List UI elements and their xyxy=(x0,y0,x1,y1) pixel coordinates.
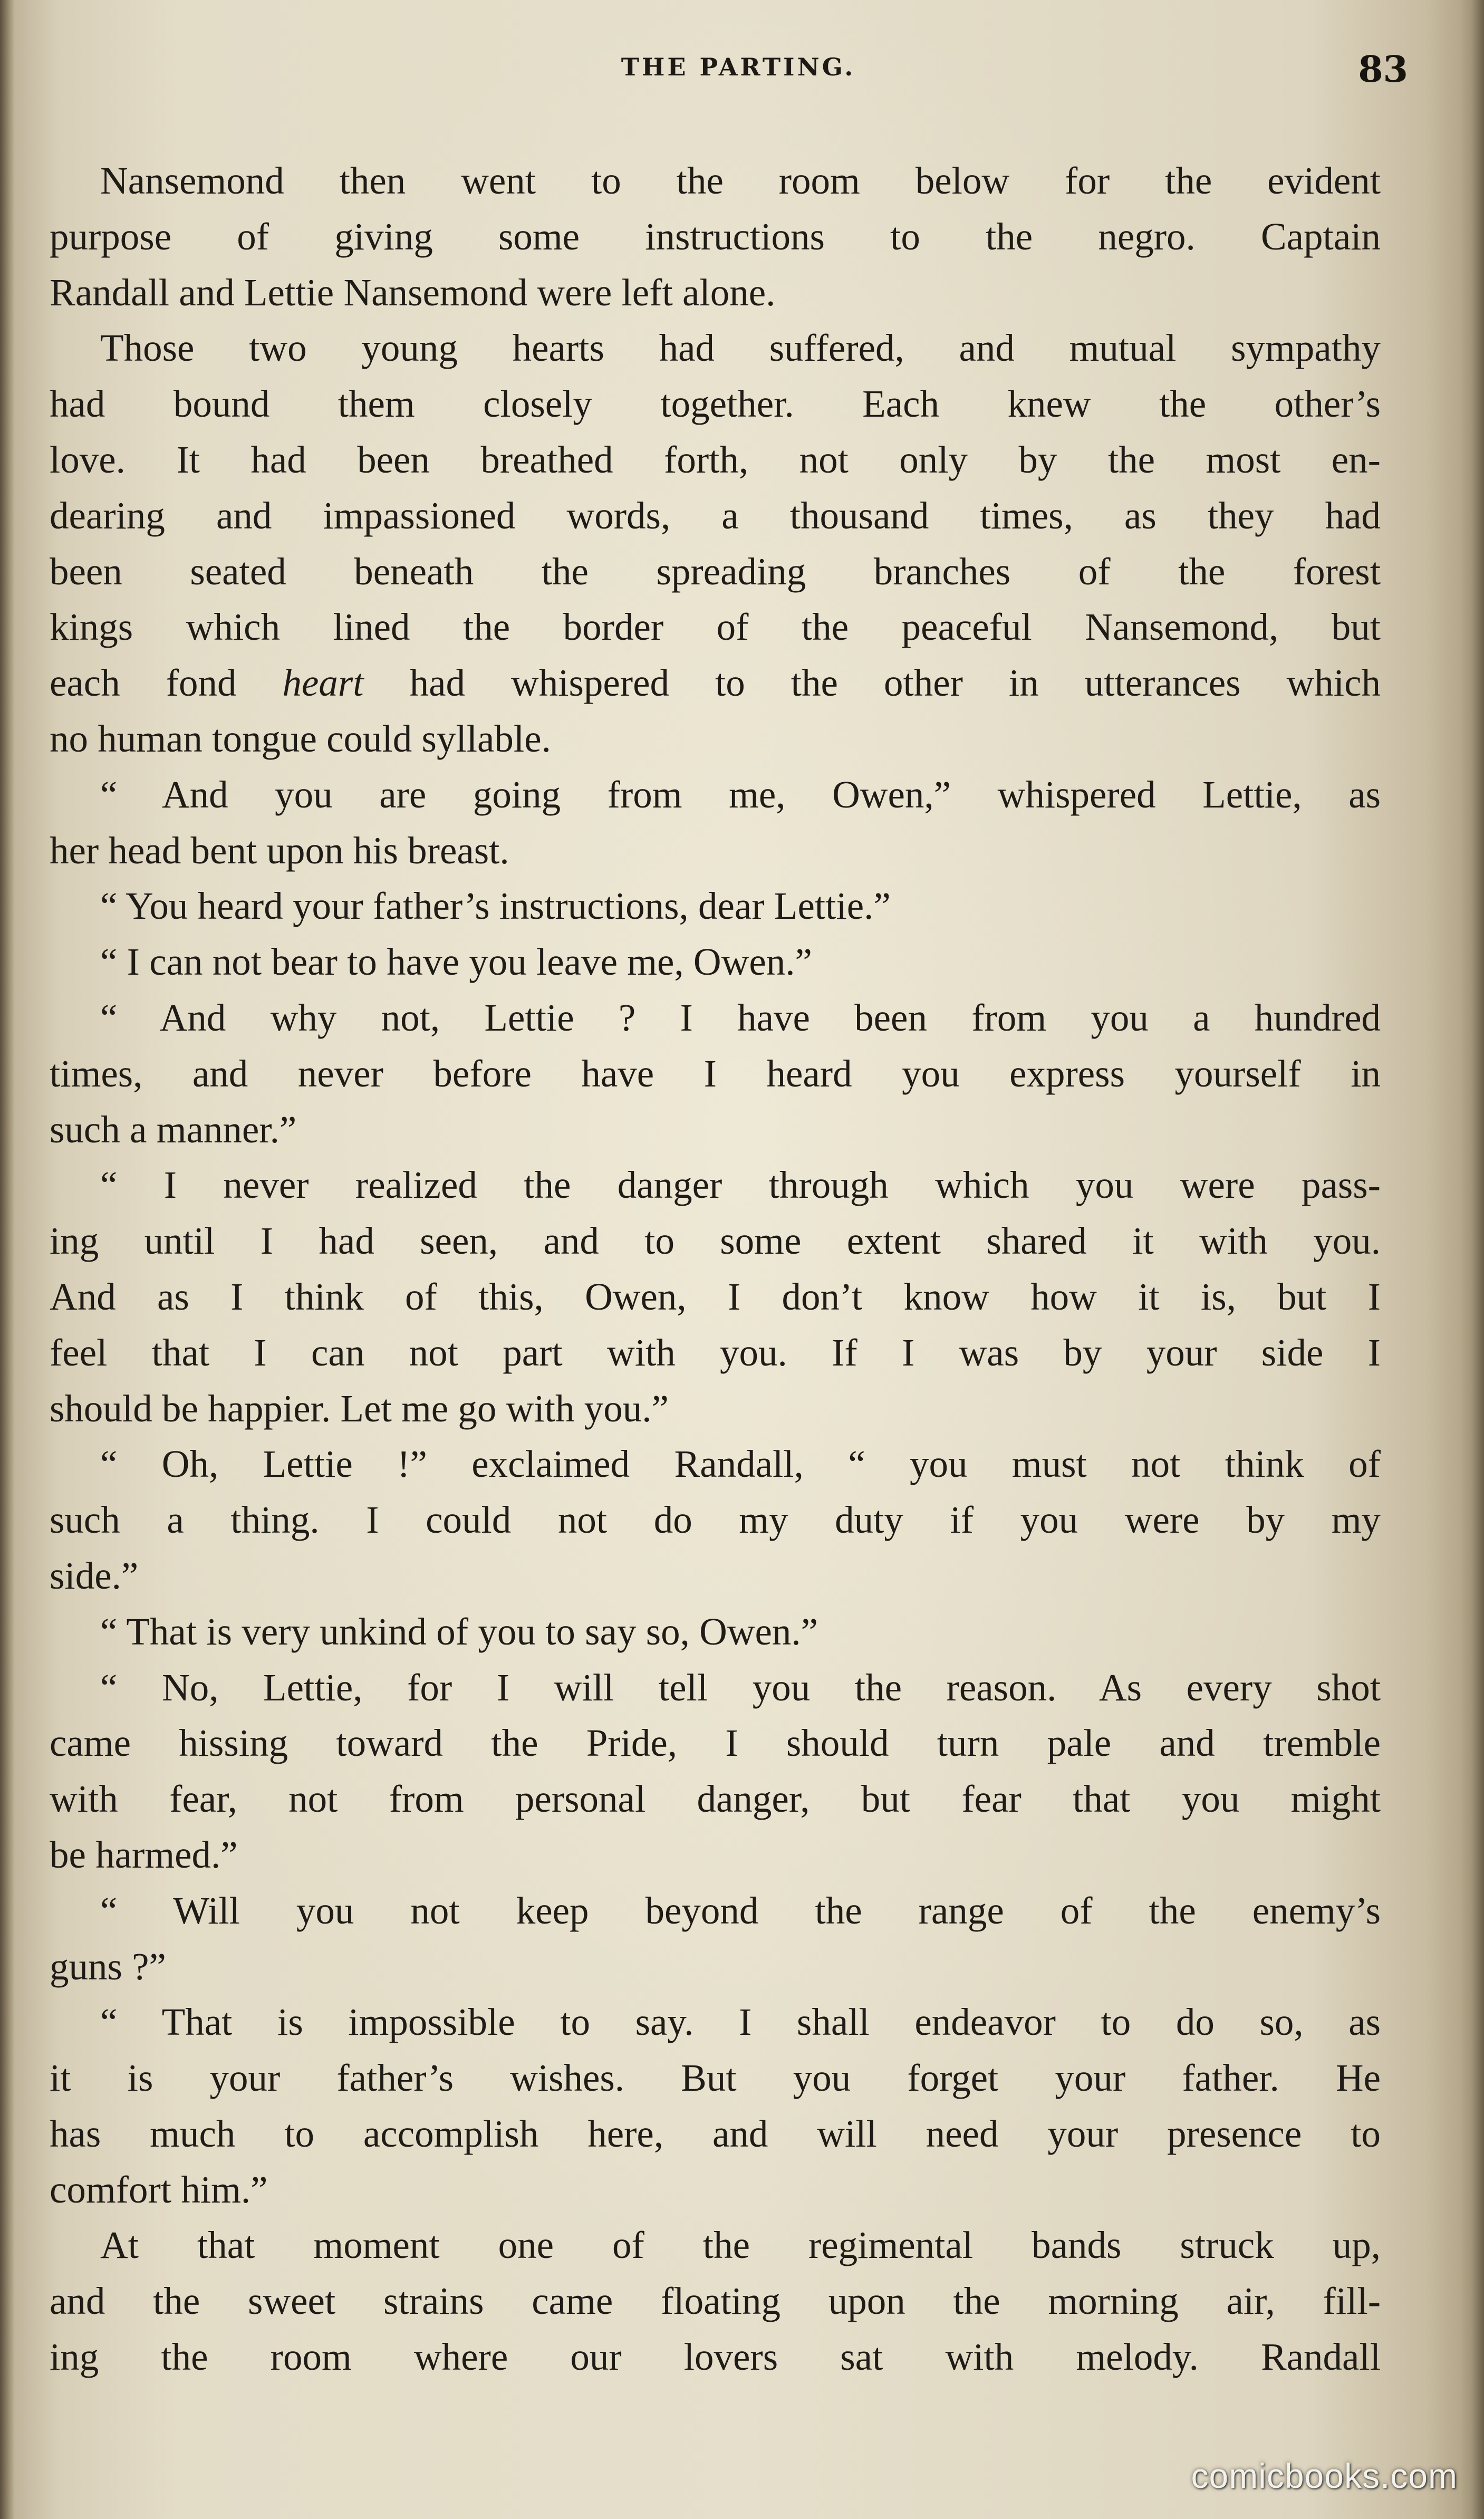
text-line: “ And why not, Lettie ? I have been from you a hundred xyxy=(100,996,1381,1039)
page-edge-shadow xyxy=(1461,0,1484,2519)
text-line: and the sweet strains came floating upon the morning air, fill- xyxy=(50,2280,1381,2323)
text-line: it is your father’s wishes. But you forget your father. He xyxy=(50,2056,1381,2100)
text-line: such a manner.” xyxy=(50,1108,297,1151)
page-number: 83 xyxy=(1358,49,1408,91)
text-line: had bound them closely together. Each knew the other’s xyxy=(50,382,1381,426)
text-line: At that moment one of the regimental bands struck up, xyxy=(100,2224,1381,2267)
text-line: be harmed.” xyxy=(50,1833,238,1876)
text-line: no human tongue could syllable. xyxy=(50,717,551,760)
text-line: should be happier. Let me go with you.” xyxy=(50,1387,669,1430)
text-line: her head bent upon his breast. xyxy=(50,829,509,872)
page-gutter-shadow xyxy=(0,0,15,2519)
text-line: purpose of giving some instructions to the negro. Captain xyxy=(50,215,1381,258)
text-line: each fond heart had whispered to the other in utterances which xyxy=(50,661,1381,705)
site-watermark: comicbooks.com xyxy=(1191,2456,1458,2495)
text-line: times, and never before have I heard you express yourself in xyxy=(50,1052,1381,1095)
text-line: with fear, not from personal danger, but fear that you might xyxy=(50,1777,1381,1821)
text-line: Nansemond then went to the room below for the evident xyxy=(100,159,1381,202)
text-line: comfort him.” xyxy=(50,2168,268,2211)
text-line: “ Will you not keep beyond the range of the enemy’s xyxy=(100,1889,1381,1932)
text-line: “ Oh, Lettie !” exclaimed Randall, “ you must not think of xyxy=(100,1443,1381,1486)
text-line: “ And you are going from me, Owen,” whispered Lettie, as xyxy=(100,773,1381,816)
text-line: “ That is impossible to say. I shall endeavor to do so, as xyxy=(100,2001,1381,2044)
text-line: ing until I had seen, and to some extent shared it with you. xyxy=(50,1219,1381,1263)
text-line: came hissing toward the Pride, I should turn pale and tremble xyxy=(50,1722,1381,1765)
running-head: THE PARTING. xyxy=(621,53,856,81)
text-line: Those two young hearts had suffered, and mutual sympathy xyxy=(100,326,1381,370)
text-line: been seated beneath the spreading branches of the forest xyxy=(50,550,1381,593)
text-line: love. It had been breathed forth, not only by the most en- xyxy=(50,438,1381,481)
text-line: “ That is very unkind of you to say so, Owen.” xyxy=(100,1610,818,1653)
text-line: “ You heard your father’s instructions, dear Lettie.” xyxy=(100,884,891,928)
text-line: guns ?” xyxy=(50,1945,166,1988)
text-line: “ No, Lettie, for I will tell you the reason. As every shot xyxy=(100,1666,1381,1709)
text-line: Randall and Lettie Nansemond were left alone. xyxy=(50,271,776,314)
text-line: such a thing. I could not do my duty if you were by my xyxy=(50,1498,1381,1542)
text-line: And as I think of this, Owen, I don’t know how it is, but I xyxy=(50,1275,1381,1318)
text-line: “ I can not bear to have you leave me, Owen.” xyxy=(100,940,812,984)
page-header xyxy=(58,49,1419,96)
text-line: side.” xyxy=(50,1554,139,1597)
body-text xyxy=(50,153,1381,2385)
text-line: feel that I can not part with you. If I was by your side I xyxy=(50,1331,1381,1374)
text-line: has much to accomplish here, and will need your presence to xyxy=(50,2112,1381,2155)
text-line: ing the room where our lovers sat with melody. Randall xyxy=(50,2335,1381,2379)
text-line: dearing and impassioned words, a thousand times, as they had xyxy=(50,494,1381,537)
text-line: “ I never realized the danger through which you were pass- xyxy=(100,1164,1381,1207)
text-line: kings which lined the border of the peaceful Nansemond, but xyxy=(50,605,1381,649)
